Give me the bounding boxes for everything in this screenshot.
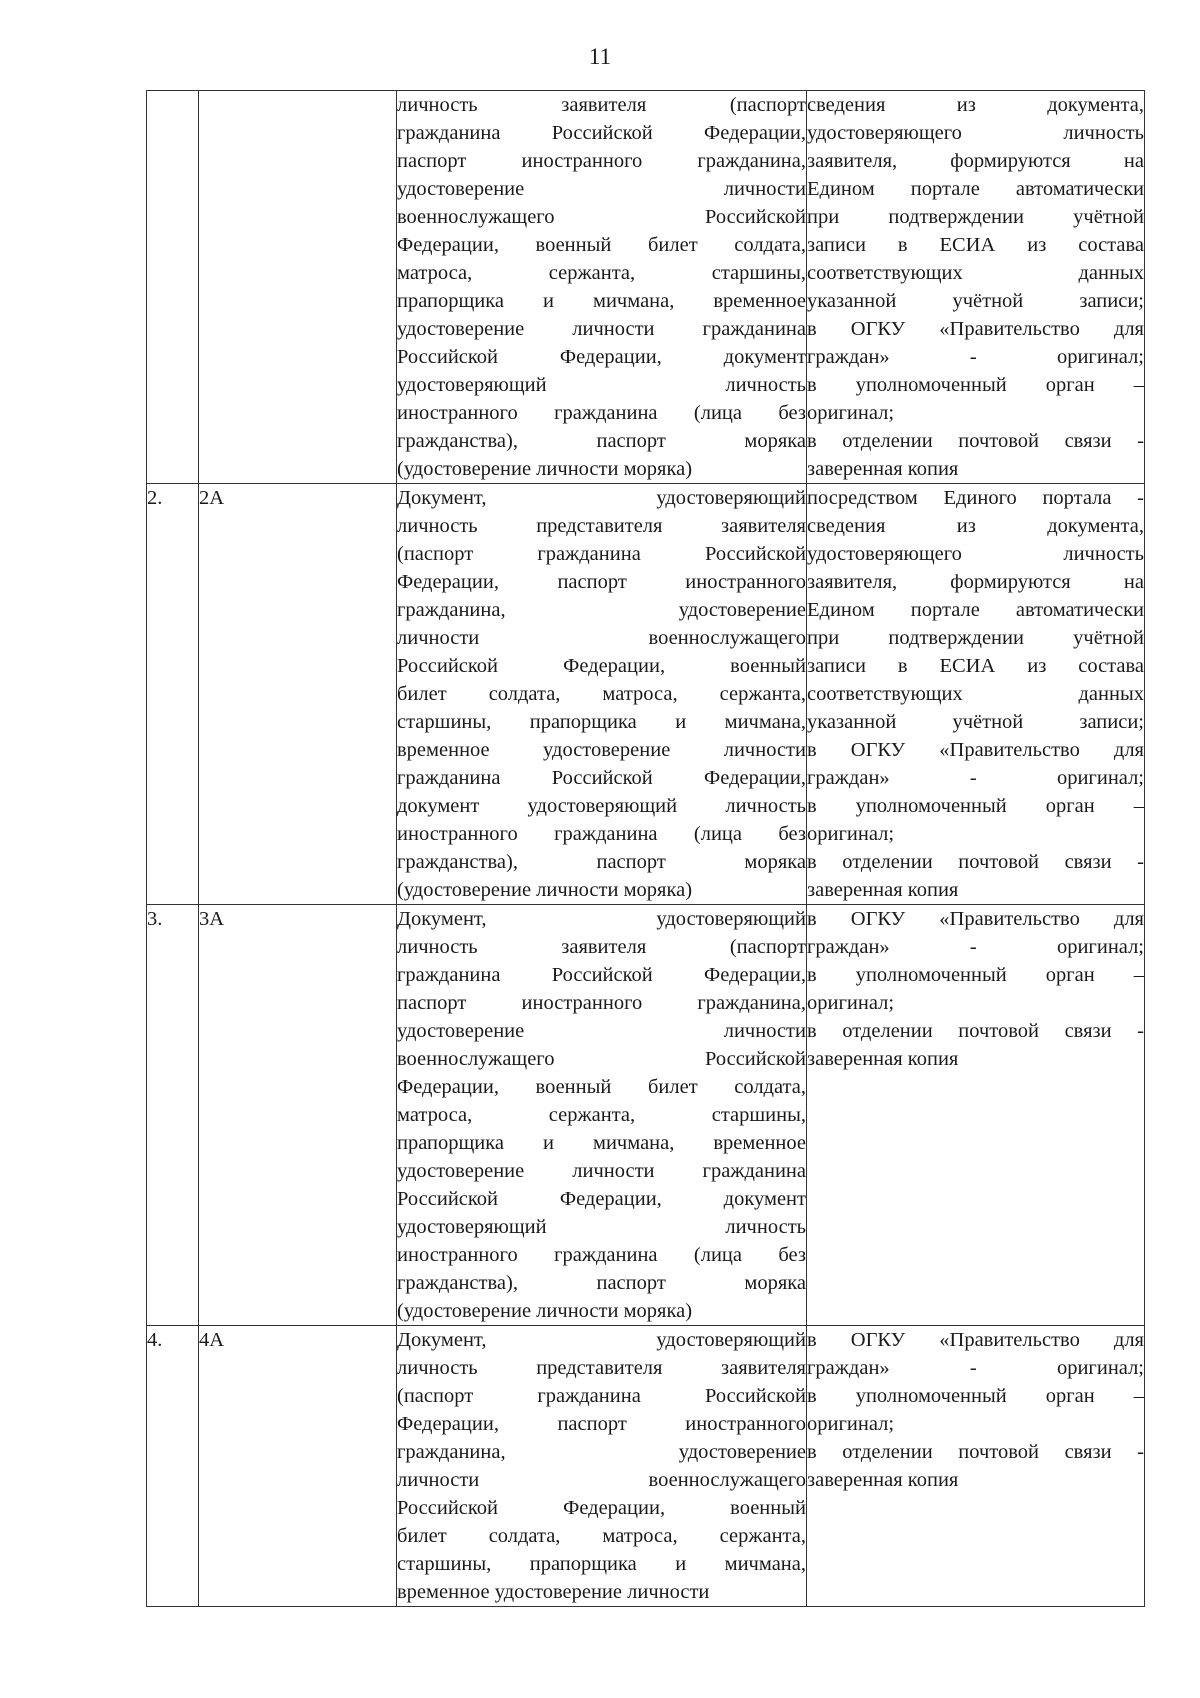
documents-table <box>146 90 1145 1607</box>
cell-text-line: при подтверждении учётной <box>807 627 1144 649</box>
cell-text-line: гражданства), паспорт моряка <box>397 1272 806 1294</box>
cell-text-line: в отделении почтовой связи - <box>807 1441 1144 1463</box>
cell-text-line: военнослужащего Российской <box>397 1048 806 1070</box>
cell-text-line: Российской Федерации, документ <box>397 1188 806 1210</box>
cell-text-line: посредством Единого портала - <box>807 487 1144 509</box>
cell-text-line: удостоверение личности <box>397 178 806 200</box>
cell-text-line: в уполномоченный орган – <box>807 374 1144 396</box>
cell-text-line: в ОГКУ «Правительство для <box>807 739 1144 761</box>
cell-text-line: Федерации, паспорт иностранного <box>397 571 806 593</box>
cell-text-line: сведения из документа, <box>807 94 1144 116</box>
cell-text-line: Российской Федерации, документ <box>397 346 806 368</box>
cell-text-line: иностранного гражданина (лица без <box>397 823 806 845</box>
cell-text-line: прапорщика и мичмана, временное <box>397 1132 806 1154</box>
cell-text-line: Документ, удостоверяющий <box>397 487 806 509</box>
cell-text-line: билет солдата, матроса, сержанта, <box>397 1525 806 1547</box>
submission-form-cell <box>807 905 1145 1326</box>
cell-text-line: граждан» - оригинал; <box>807 1357 1144 1379</box>
cell-text-line: матроса, сержанта, старшины, <box>397 1104 806 1126</box>
submission-form-cell <box>807 1326 1145 1607</box>
cell-text-line: в ОГКУ «Правительство для <box>807 318 1144 340</box>
cell-text-line: удостоверяющий личность <box>397 374 806 396</box>
cell-text-line: записи в ЕСИА из состава <box>807 655 1144 677</box>
document-name-cell <box>397 1326 807 1607</box>
document-code-cell: 4А <box>199 1326 397 1607</box>
document-code-cell: 3А <box>199 905 397 1326</box>
cell-text-line: Федерации, военный билет солдата, <box>397 1076 806 1098</box>
document-name-cell <box>397 484 807 905</box>
cell-text-line: иностранного гражданина (лица без <box>397 402 806 424</box>
cell-text-line: Российской Федерации, военный <box>397 1497 806 1519</box>
cell-text-line: Едином портале автоматически <box>807 178 1144 200</box>
cell-text-line: оригинал; <box>807 1413 895 1435</box>
cell-text-line: соответствующих данных <box>807 262 1144 284</box>
cell-text-line: временное удостоверение личности <box>397 1581 710 1603</box>
document-name-cell <box>397 905 807 1326</box>
cell-text-line: граждан» - оригинал; <box>807 346 1144 368</box>
cell-text-line: граждан» - оригинал; <box>807 767 1144 789</box>
cell-text-line: матроса, сержанта, старшины, <box>397 262 806 284</box>
cell-text-line: личность представителя заявителя <box>397 515 806 537</box>
cell-text-line: гражданства), паспорт моряка <box>397 851 806 873</box>
cell-text-line: оригинал; <box>807 992 895 1014</box>
cell-text-line: (паспорт гражданина Российской <box>397 1385 806 1407</box>
cell-text-line: паспорт иностранного гражданина, <box>397 150 806 172</box>
cell-text-line: удостоверение личности гражданина <box>397 318 806 340</box>
cell-text-line: в ОГКУ «Правительство для <box>807 908 1144 930</box>
table-row <box>147 91 1145 484</box>
document-name-cell <box>397 91 807 484</box>
cell-text-line: иностранного гражданина (лица без <box>397 1244 806 1266</box>
cell-text-line: указанной учётной записи; <box>807 290 1144 312</box>
cell-text-line: гражданина, удостоверение <box>397 599 806 621</box>
cell-text-line: гражданина Российской Федерации, <box>397 122 806 144</box>
cell-text-line: оригинал; <box>807 823 895 845</box>
cell-text-line: (удостоверение личности моряка) <box>397 879 693 901</box>
cell-text-line: граждан» - оригинал; <box>807 936 1144 958</box>
cell-text-line: (удостоверение личности моряка) <box>397 458 693 480</box>
cell-text-line: удостоверяющего личность <box>807 122 1144 144</box>
cell-text-line: билет солдата, матроса, сержанта, <box>397 683 806 705</box>
cell-text-line: гражданства), паспорт моряка <box>397 430 806 452</box>
table-row <box>147 905 1145 1326</box>
cell-text-line: личность заявителя (паспорт <box>397 94 806 116</box>
cell-text-line: старшины, прапорщика и мичмана, <box>397 711 806 733</box>
cell-text-line: личность представителя заявителя <box>397 1357 806 1379</box>
cell-text-line: оригинал; <box>807 402 895 424</box>
document-code-cell: 2А <box>199 484 397 905</box>
cell-text-line: временное удостоверение личности <box>397 739 806 761</box>
cell-text-line: паспорт иностранного гражданина, <box>397 992 806 1014</box>
submission-form-cell <box>807 91 1145 484</box>
cell-text-line: Федерации, военный билет солдата, <box>397 234 806 256</box>
cell-text-line: соответствующих данных <box>807 683 1144 705</box>
cell-text-line: Документ, удостоверяющий <box>397 908 806 930</box>
cell-text-line: записи в ЕСИА из состава <box>807 234 1144 256</box>
cell-text-line: заверенная копия <box>807 458 959 480</box>
table-row <box>147 1326 1145 1607</box>
cell-text-line: Федерации, паспорт иностранного <box>397 1413 806 1435</box>
cell-text-line: (удостоверение личности моряка) <box>397 1300 693 1322</box>
cell-text-line: прапорщика и мичмана, временное <box>397 290 806 312</box>
cell-text-line: в уполномоченный орган – <box>807 1385 1144 1407</box>
submission-form-cell <box>807 484 1145 905</box>
cell-text-line: сведения из документа, <box>807 515 1144 537</box>
cell-text-line: при подтверждении учётной <box>807 206 1144 228</box>
cell-text-line: удостоверение личности <box>397 1020 806 1042</box>
cell-text-line: личности военнослужащего <box>397 627 806 649</box>
cell-text-line: удостоверяющего личность <box>807 543 1144 565</box>
cell-text-line: указанной учётной записи; <box>807 711 1144 733</box>
cell-text-line: документ удостоверяющий личность <box>397 795 806 817</box>
cell-text-line: удостоверяющий личность <box>397 1216 806 1238</box>
page-number: 11 <box>588 44 612 69</box>
document-code-cell <box>199 91 397 484</box>
row-number-cell <box>147 91 199 484</box>
cell-text-line: гражданина Российской Федерации, <box>397 767 806 789</box>
cell-text-line: в уполномоченный орган – <box>807 795 1144 817</box>
cell-text-line: заверенная копия <box>807 1048 959 1070</box>
cell-text-line: старшины, прапорщика и мичмана, <box>397 1553 806 1575</box>
cell-text-line: в отделении почтовой связи - <box>807 1020 1144 1042</box>
cell-text-line: Едином портале автоматически <box>807 599 1144 621</box>
cell-text-line: заверенная копия <box>807 879 959 901</box>
cell-text-line: в уполномоченный орган – <box>807 964 1144 986</box>
cell-text-line: в отделении почтовой связи - <box>807 430 1144 452</box>
row-number-cell: 4. <box>147 1326 199 1607</box>
table-row <box>147 484 1145 905</box>
cell-text-line: гражданина, удостоверение <box>397 1441 806 1463</box>
cell-text-line: заявителя, формируются на <box>807 150 1144 172</box>
cell-text-line: заверенная копия <box>807 1469 959 1491</box>
cell-text-line: в ОГКУ «Правительство для <box>807 1329 1144 1351</box>
cell-text-line: (паспорт гражданина Российской <box>397 543 806 565</box>
cell-text-line: Документ, удостоверяющий <box>397 1329 806 1351</box>
cell-text-line: личность заявителя (паспорт <box>397 936 806 958</box>
cell-text-line: удостоверение личности гражданина <box>397 1160 806 1182</box>
cell-text-line: военнослужащего Российской <box>397 206 806 228</box>
row-number-cell: 3. <box>147 905 199 1326</box>
row-number-cell: 2. <box>147 484 199 905</box>
cell-text-line: личности военнослужащего <box>397 1469 806 1491</box>
cell-text-line: в отделении почтовой связи - <box>807 851 1144 873</box>
cell-text-line: гражданина Российской Федерации, <box>397 964 806 986</box>
cell-text-line: Российской Федерации, военный <box>397 655 806 677</box>
cell-text-line: заявителя, формируются на <box>807 571 1144 593</box>
